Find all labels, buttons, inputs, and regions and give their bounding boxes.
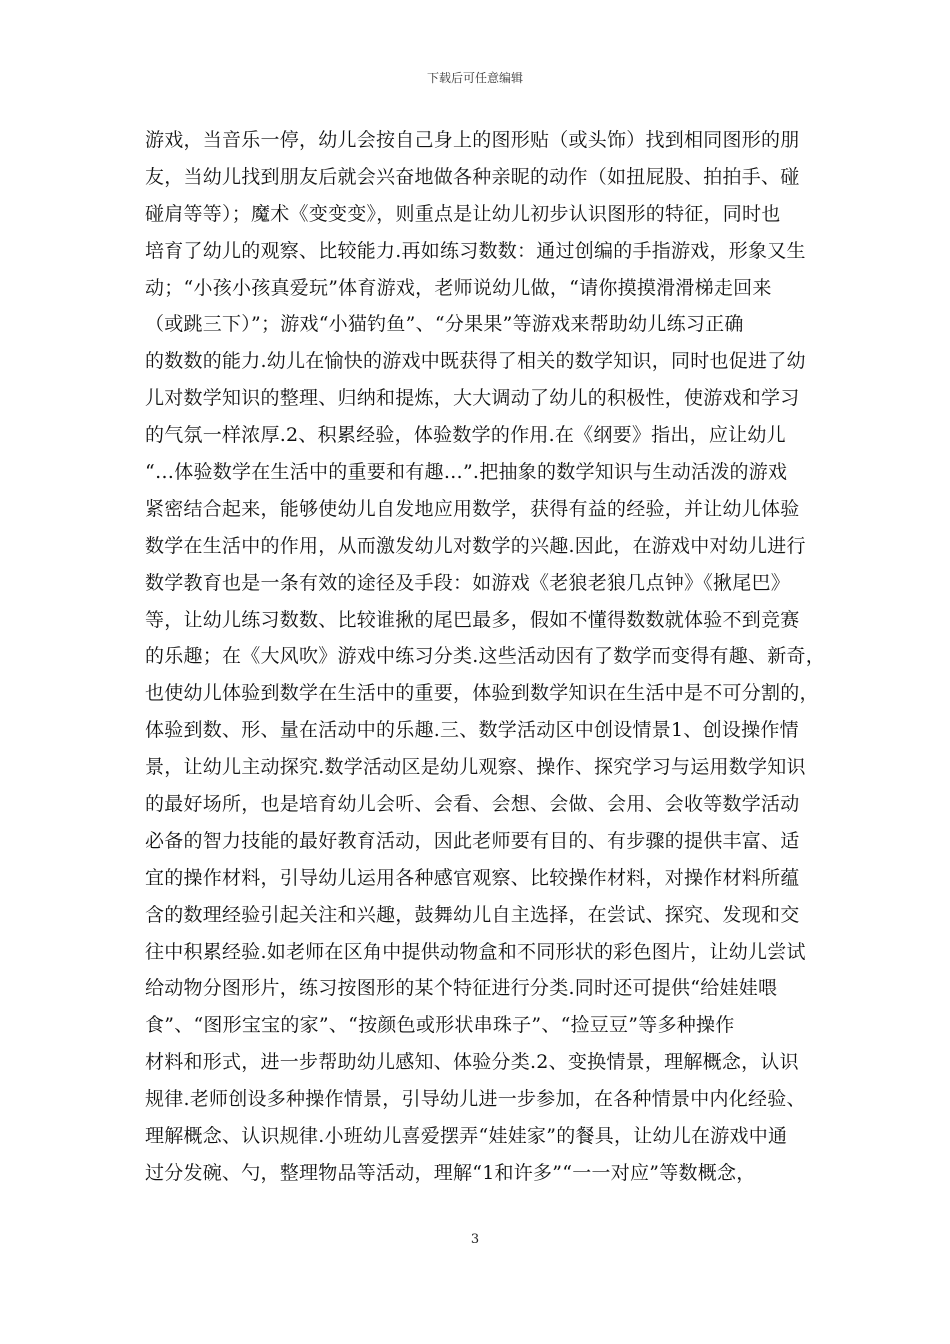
text-line: 动；“小孩小孩真爱玩”体育游戏，老师说幼儿做，“请你摸摸滑滑梯走回来 bbox=[145, 276, 772, 299]
text-line: 宜的操作材料，引导幼儿运用各种感官观察、比较操作材料，对操作材料所蕴 bbox=[145, 866, 800, 889]
text-line: 体验到数、形、量在活动中的乐趣.三、数学活动区中创设情景1、创设操作情 bbox=[145, 719, 799, 742]
text-line: 数学在生活中的作用，从而激发幼儿对数学的兴趣.因此，在游戏中对幼儿进行 bbox=[145, 534, 806, 557]
text-line: 往中积累经验.如老师在区角中提供动物盒和不同形状的彩色图片，让幼儿尝试 bbox=[145, 940, 806, 963]
text-line: 碰肩等等）；魔术《变变变》，则重点是让幼儿初步认识图形的特征，同时也 bbox=[145, 202, 781, 225]
text-line: 也使幼儿体验到数学在生活中的重要，体验到数学知识在生活中是不可分割的， bbox=[145, 682, 819, 705]
text-line: 等，让幼儿练习数数、比较谁揪的尾巴最多，假如不懂得数数就体验不到竞赛 bbox=[145, 608, 800, 631]
text-line: 儿对数学知识的整理、归纳和提炼，大大调动了幼儿的积极性，使游戏和学习 bbox=[145, 387, 800, 410]
text-line: 的最好场所，也是培育幼儿会听、会看、会想、会做、会用、会收等数学活动 bbox=[145, 793, 800, 816]
text-line: 材料和形式，进一步帮助幼儿感知、体验分类.2、变换情景，理解概念，认识 bbox=[145, 1051, 799, 1074]
text-line: 过分发碗、勺，整理物品等活动，理解“1和许多”“一一对应”等数概念， bbox=[145, 1161, 756, 1184]
text-line: 友，当幼儿找到朋友后就会兴奋地做各种亲昵的动作（如扭屁股、拍拍手、碰 bbox=[145, 165, 800, 188]
text-line: 数学教育也是一条有效的途径及手段：如游戏《老狼老狼几点钟》《揪尾巴》 bbox=[145, 571, 791, 594]
text-line: 的数数的能力.幼儿在愉快的游戏中既获得了相关的数学知识，同时也促进了幼 bbox=[145, 350, 806, 373]
text-line: 含的数理经验引起关注和兴趣，鼓舞幼儿自主选择，在尝试、探究、发现和交 bbox=[145, 903, 800, 926]
text-line: 规律.老师创设多种操作情景，引导幼儿进一步参加，在各种情景中内化经验、 bbox=[145, 1088, 806, 1111]
text-line: （或跳三下）”；游戏“小猫钓鱼”、“分果果”等游戏来帮助幼儿练习正确 bbox=[145, 313, 744, 336]
text-line: 食”、“图形宝宝的家”、“按颜色或形状串珠子”、“捡豆豆”等多种操作 bbox=[145, 1014, 735, 1037]
page-number: 3 bbox=[470, 1232, 480, 1247]
text-line: 理解概念、认识规律.小班幼儿喜爱摆弄“娃娃家”的餐具，让幼儿在游戏中通 bbox=[145, 1125, 788, 1148]
page-header: 下载后可任意编辑 bbox=[426, 71, 523, 85]
text-line: 紧密结合起来，能够使幼儿自发地应用数学，获得有益的经验，并让幼儿体验 bbox=[145, 497, 800, 520]
text-line: 的气氛一样浓厚.2、积累经验，体验数学的作用.在《纲要》指出，应让幼儿 bbox=[145, 424, 786, 447]
text-line: 必备的智力技能的最好教育活动，因此老师要有目的、有步骤的提供丰富、适 bbox=[145, 829, 800, 852]
text-line: 给动物分图形片，练习按图形的某个特征进行分类.同时还可提供“给娃娃喂 bbox=[145, 977, 778, 1000]
text-line: “…体验数学在生活中的重要和有趣…”.把抽象的数学知识与生动活泼的游戏 bbox=[145, 461, 788, 484]
text-line: 的乐趣；在《大风吹》游戏中练习分类.这些活动因有了数学而变得有趣、新奇， bbox=[145, 645, 826, 668]
body-text bbox=[145, 122, 826, 1192]
text-line: 景，让幼儿主动探究.数学活动区是幼儿观察、操作、探究学习与运用数学知识 bbox=[145, 756, 806, 779]
text-line: 培育了幼儿的观察、比较能力.再如练习数数：通过创编的手指游戏，形象又生 bbox=[145, 239, 806, 262]
text-line: 游戏，当音乐一停，幼儿会按自己身上的图形贴（或头饰）找到相同图形的朋 bbox=[145, 129, 800, 151]
